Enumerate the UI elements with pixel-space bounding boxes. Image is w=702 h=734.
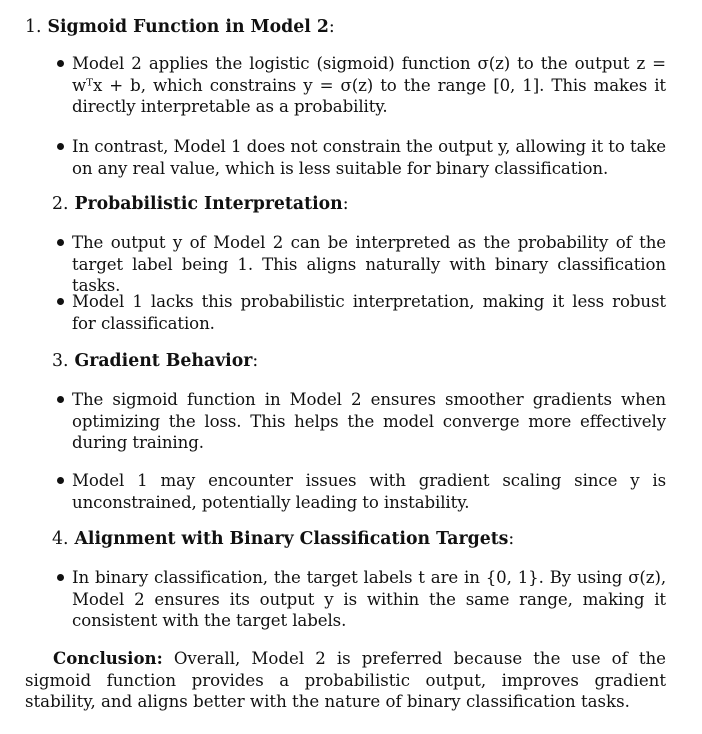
bullet-icon — [57, 143, 64, 150]
bullet-icon — [57, 477, 64, 484]
section-heading-4: 4. Alignment with Binary Classification Targets: — [52, 529, 515, 549]
bullet-icon — [57, 298, 64, 305]
section-heading-2: 2. Probabilistic Interpretation: — [52, 194, 349, 214]
section-heading-1: 1. Sigmoid Function in Model 2: — [25, 17, 335, 37]
bullet-text: The sigmoid function in Model 2 ensures smoother gradients when optimizing the loss. This helps the model converge more effectively during training. — [72, 390, 666, 452]
bullet-text: Model 2 applies the logistic (sigmoid) function σ(z) to the output z = wᵀx + b, which constrains y = σ(z) to the range [0, 1]. This makes it directly interpretable as a probability. — [72, 54, 666, 116]
bullet-icon — [57, 239, 64, 246]
conclusion-label: Conclusion: — [53, 648, 163, 668]
bullet-icon — [57, 396, 64, 403]
bullet-text: The output y of Model 2 can be interpreted as the probability of the target label being 1. This aligns naturally with binary classification tasks. — [72, 233, 666, 295]
bullet-text: In contrast, Model 1 does not constrain the output y, allowing it to take on any real value, which is less suitable for binary classification. — [72, 137, 666, 178]
conclusion-text: Overall, Model 2 is preferred because the use of the sigmoid function provides a probabilistic output, improves gradient stability, and aligns better with the nature of binary classification tasks. — [25, 649, 666, 711]
bullet-text: Model 1 may encounter issues with gradient scaling since y is unconstrained, potentially leading to instability. — [72, 471, 666, 512]
conclusion-paragraph — [25, 648, 666, 713]
section-heading-3: 3. Gradient Behavior: — [52, 351, 259, 371]
bullet-icon — [57, 60, 64, 67]
bullet-text: In binary classification, the target labels t are in {0, 1}. By using σ(z), Model 2 ensures its output y is within the same range, making it consistent with the target labels. — [72, 568, 666, 630]
bullet-icon — [57, 574, 64, 581]
bullet-text: Model 1 lacks this probabilistic interpretation, making it less robust for classification. — [72, 292, 666, 333]
